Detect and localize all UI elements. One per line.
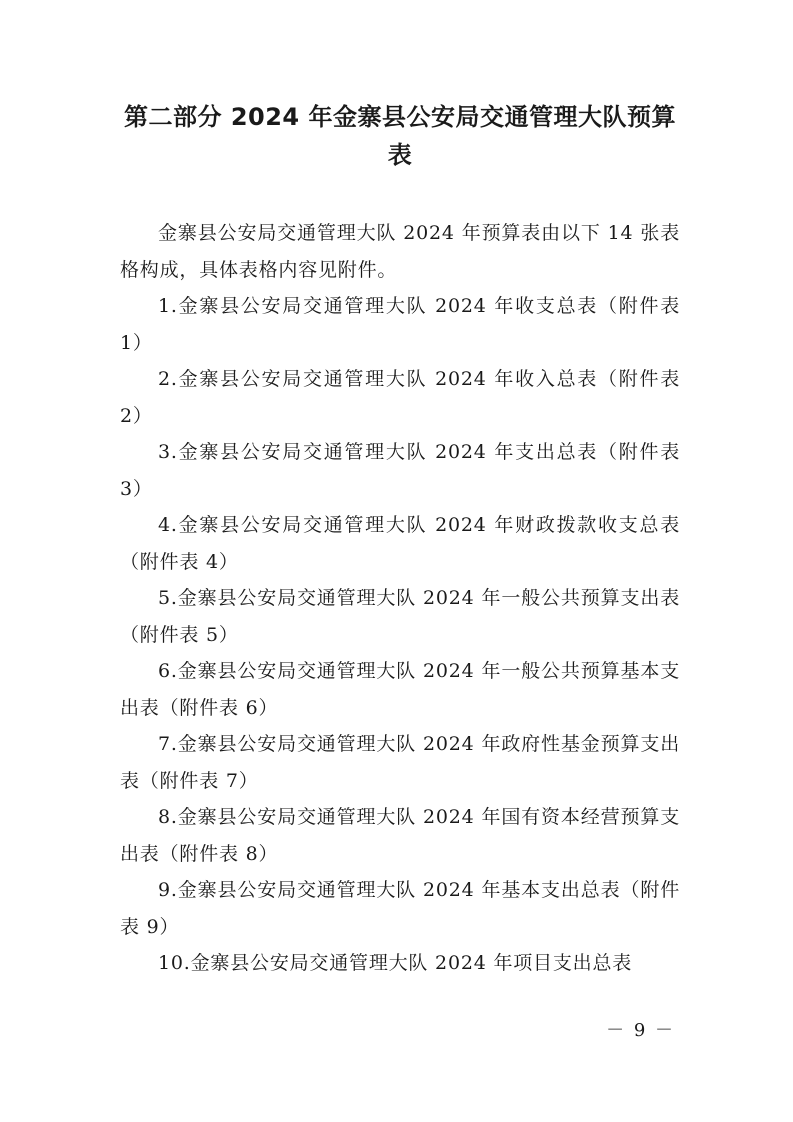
- title-line-1: 第二部分 2024 年金寨县公安局交通管理大队预算: [123, 103, 676, 131]
- page-number: － 9 －: [606, 1020, 675, 1041]
- list-item: 6.金寨县公安局交通管理大队 2024 年一般公共预算基本支出表（附件表 6）: [120, 660, 680, 719]
- document-body: [120, 215, 680, 982]
- list-item: 7.金寨县公安局交通管理大队 2024 年政府性基金预算支出表（附件表 7）: [120, 733, 680, 792]
- list-item: 9.金寨县公安局交通管理大队 2024 年基本支出总表（附件表 9）: [120, 879, 680, 938]
- list-item: 10.金寨县公安局交通管理大队 2024 年项目支出总表: [158, 952, 633, 974]
- list-item: 4.金寨县公安局交通管理大队 2024 年财政拨款收支总表（附件表 4）: [120, 514, 680, 573]
- intro-paragraph: 金寨县公安局交通管理大队 2024 年预算表由以下 14 张表格构成，具体表格内容见附件。: [120, 222, 680, 281]
- list-item: 2.金寨县公安局交通管理大队 2024 年收入总表（附件表 2）: [120, 368, 680, 427]
- title-line-2: 表: [387, 141, 413, 169]
- list-item: 8.金寨县公安局交通管理大队 2024 年国有资本经营预算支出表（附件表 8）: [120, 806, 680, 865]
- page-title: [110, 98, 690, 174]
- list-item: 5.金寨县公安局交通管理大队 2024 年一般公共预算支出表（附件表 5）: [120, 587, 680, 646]
- list-item: 3.金寨县公安局交通管理大队 2024 年支出总表（附件表 3）: [120, 441, 680, 500]
- list-item: 1.金寨县公安局交通管理大队 2024 年收支总表（附件表 1）: [120, 295, 680, 354]
